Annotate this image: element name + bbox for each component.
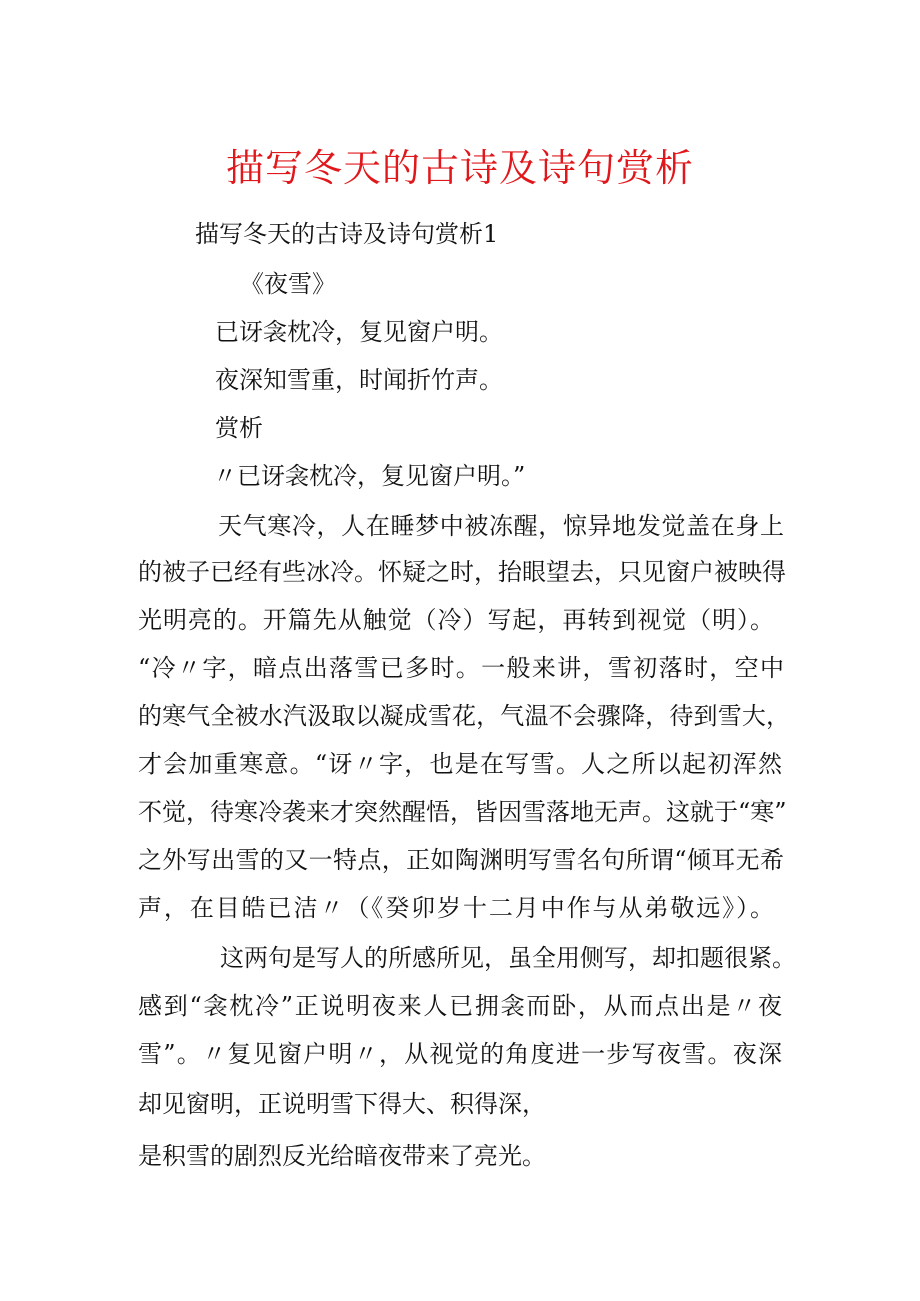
paragraph-line: 声，在目皓已洁〃（《癸卯岁十二月中作与从弟敬远》）。 [138,894,774,922]
poem-title: 《夜雪》 [240,270,336,298]
document-title: 描写冬天的古诗及诗句赏析 [225,146,694,190]
section-heading: 描写冬天的古诗及诗句赏析1 [195,220,499,248]
poem-line: 已讶衾枕冷，复见窗户明。 [215,318,503,346]
paragraph-line: 雪”。〃复见窗户明〃，从视觉的角度进一步写夜雪。夜深 [138,1040,782,1068]
paragraph-line: 感到“衾枕冷”正说明夜来人已拥衾而卧，从而点出是〃夜 [138,992,782,1020]
paragraph-line: 却见窗明，正说明雪下得大、积得深， [138,1090,546,1118]
paragraph-line: 不觉，待寒冷袭来才突然醒悟，皆因雪落地无声。这就于“寒” [138,798,787,826]
quote-line: 〃已讶衾枕冷，复见窗户明。” [213,462,526,490]
paragraph-line: 的寒气全被水汽汲取以凝成雪花，气温不会骤降，待到雪大， [138,702,790,730]
analysis-label: 赏析 [215,414,263,442]
paragraph-line: “冷〃字，暗点出落雪已多时。一般来讲，雪初落时，空中 [138,654,784,682]
paragraph-line: 是积雪的剧烈反光给暗夜带来了亮光。 [138,1142,546,1170]
paragraph-line: 光明亮的。开篇先从触觉（冷）写起，再转到视觉（明）。 [138,606,774,634]
paragraph-line: 这两句是写人的所感所见，虽全用侧写，却扣题很紧。 [220,944,796,972]
paragraph-line: 之外写出雪的又一特点，正如陶渊明写雪名句所谓“倾耳无希 [138,846,784,874]
paragraph-line: 的被子已经有些冰冷。怀疑之时，抬眼望去，只见窗户被映得 [138,558,786,586]
poem-line: 夜深知雪重，时闻折竹声。 [215,366,503,394]
paragraph-line: 才会加重寒意。“讶〃字，也是在写雪。人之所以起初浑然 [138,750,782,778]
paragraph-line: 天气寒冷，人在睡梦中被冻醒，惊异地发觉盖在身上 [218,512,784,540]
